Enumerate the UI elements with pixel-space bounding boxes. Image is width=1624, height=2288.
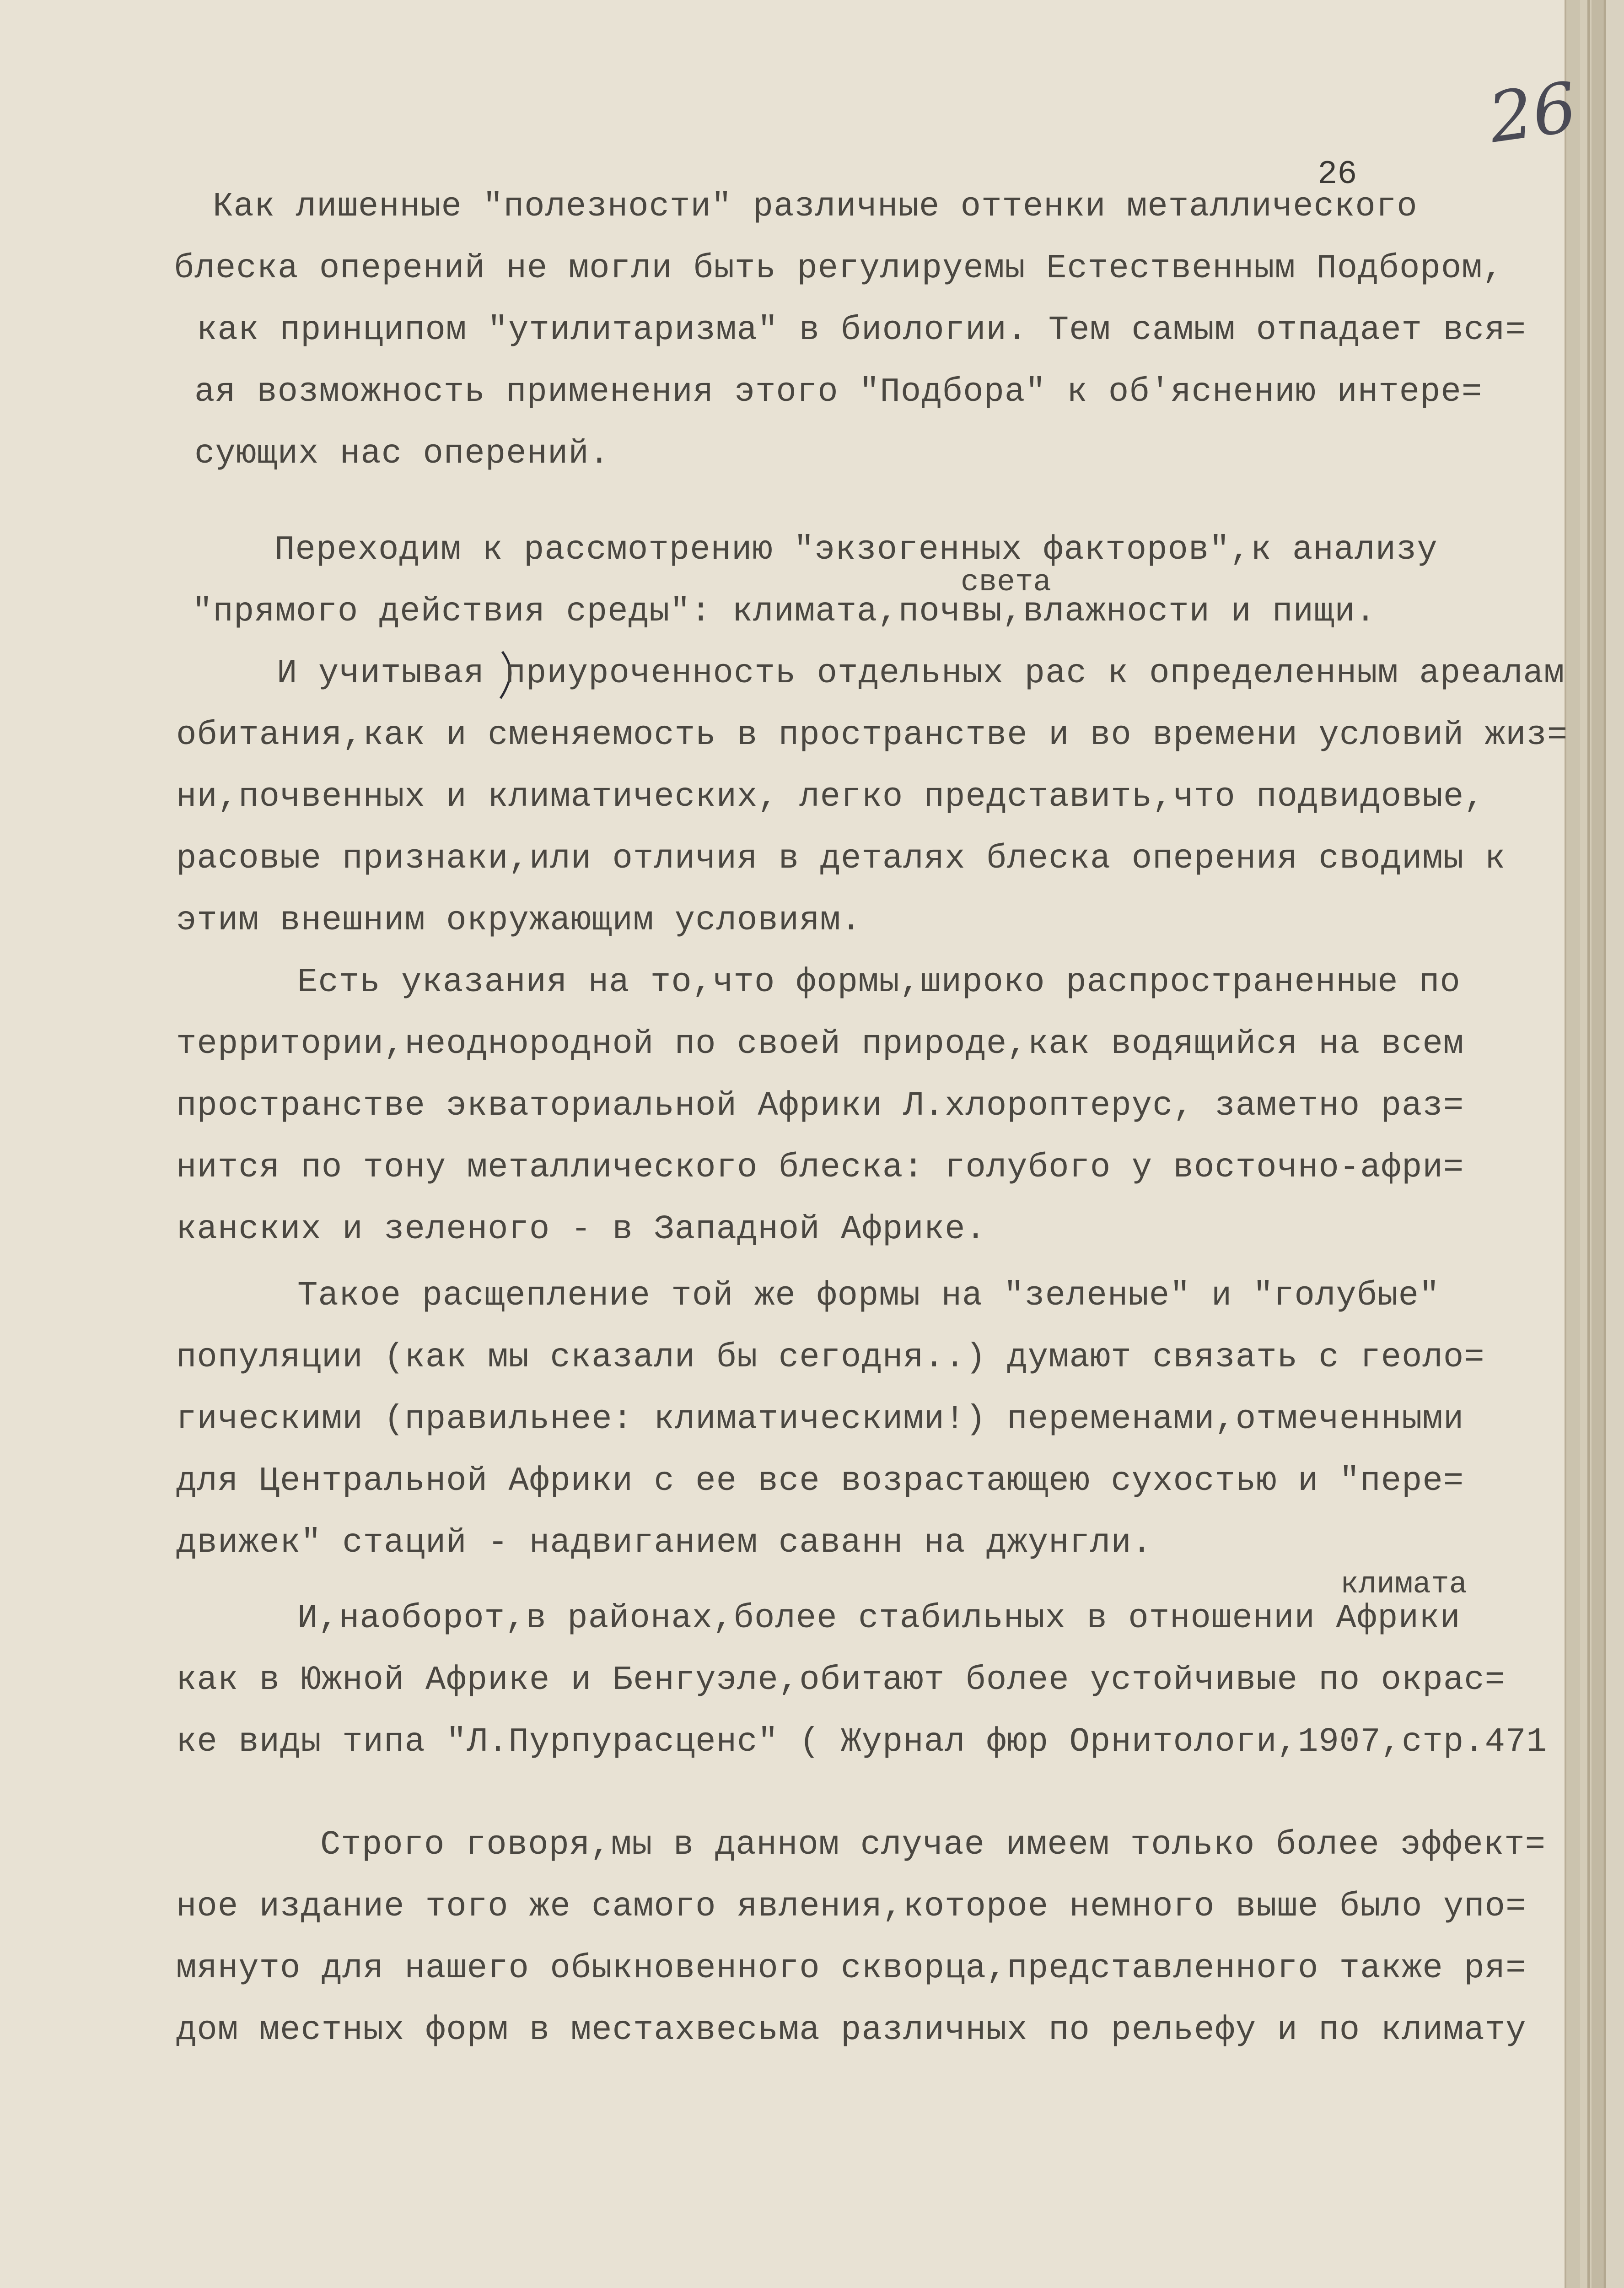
text-line: мянуто для нашего обыкновенного скворца,представленного также ря= (176, 1949, 1527, 1988)
insertion-sveta: света (961, 565, 1052, 599)
text-line: этим внешним окружающим условиям. (176, 901, 862, 940)
page-edge (1603, 0, 1606, 2288)
text-line: дом местных форм в местахвесьма различных по рельефу и по климату (176, 2011, 1527, 2050)
text-line: популяции (как мы сказали бы сегодня..) думают связать с геоло= (176, 1338, 1485, 1377)
text-line: Такое расщепление той же формы на "зеленые" и "голубые" (297, 1277, 1440, 1315)
text-line: Как лишенные "полезности" различные оттенки металлического (213, 188, 1418, 226)
text-line: И,наоборот,в районах,более стабильных в отношении Африки (297, 1599, 1461, 1638)
text-line: территории,неоднородной по своей природе,как водящийся на всем (176, 1025, 1464, 1063)
text-line: ни,почвенных и климатических, легко представить,что подвидовые, (176, 778, 1485, 816)
text-line: обитания,как и сменяемость в пространстве и во времени условий жиз= (176, 716, 1568, 755)
page-edge (1587, 0, 1590, 2288)
text-line: гическими (правильнее: климатическими!) переменами,отмеченными (176, 1400, 1464, 1439)
typed-page-number: 26 (1317, 156, 1357, 193)
text-line: нится по тону металлического блеска: голубого у восточно-афри= (176, 1149, 1464, 1187)
text-line: Есть указания на то,что формы,широко распространенные по (297, 963, 1461, 1002)
text-line: для Центральной Африки с ее все возрастающею сухостью и "пере= (176, 1462, 1464, 1500)
text-line: "прямого действия среды": климата,почвы,влажности и пищи. (192, 593, 1377, 631)
text-line: ное издание того же самого явления,которое немного выше было упо= (176, 1888, 1527, 1926)
text-line: как принципом "утилитаризма" в биологии. Тем самым отпадает вся= (197, 311, 1527, 350)
text-line: Переходим к рассмотрению "экзогенных факторов",к анализу (274, 531, 1438, 569)
text-line: как в Южной Африке и Бенгуэле,обитают более устойчивые по окрас= (176, 1661, 1506, 1700)
text-line: ая возможность применения этого "Подбора" к об'яснению интере= (194, 373, 1483, 411)
text-line: движек" стаций - надвиганием саванн на джунгли. (176, 1524, 1153, 1562)
text-line: пространстве экваториальной Африки Л.хлороптерус, заметно раз= (176, 1087, 1464, 1125)
text-line: Строго говоря,мы в данном случае имеем только более эффект= (320, 1826, 1546, 1864)
text-line: расовые признаки,или отличия в деталях блеска оперения сводимы к (176, 840, 1506, 878)
text-line: сующих нас оперений. (194, 435, 610, 473)
text-line: канских и зеленого - в Западной Африке. (176, 1210, 986, 1249)
handwritten-page-number: 26 (1484, 67, 1582, 159)
text-line: блеска оперений не могли быть регулируемы Естественным Подбором, (174, 249, 1504, 288)
insertion-klimata: климата (1340, 1567, 1468, 1602)
text-line: ке виды типа "Л.Пурпурасценс" ( Журнал фюр Орнитологи,1907,стр.471 (176, 1723, 1547, 1761)
text-line: И учитывая приуроченность отдельных рас к определенным ареалам (277, 654, 1565, 693)
